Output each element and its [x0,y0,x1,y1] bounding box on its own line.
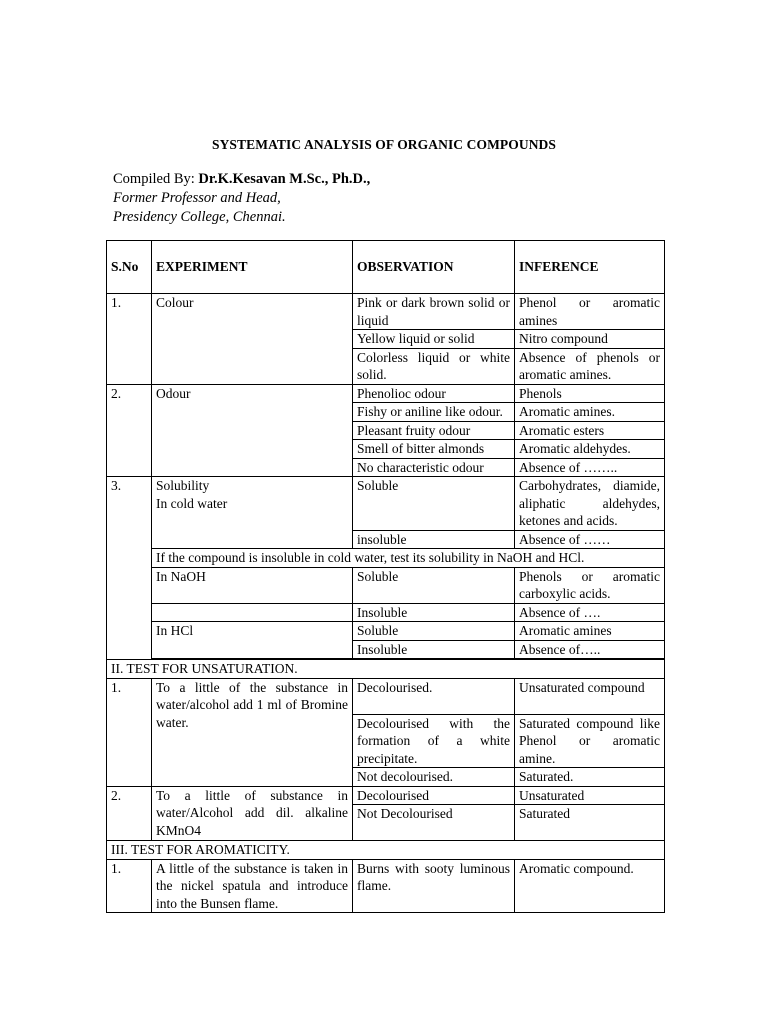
inference-cell: Aromatic esters [515,421,665,440]
sno-cell: 2. [107,786,152,841]
inference-cell: Saturated compound like Phenol or aromatic amine. [515,714,665,768]
experiment-cell: A little of the substance is taken in the nickel spatula and introduce into the Bunsen flame. [152,859,353,913]
observation-cell: Decolourised [353,786,515,805]
inference-cell: Carbohydrates, diamide, aliphatic aldehydes, ketones and acids. [515,477,665,531]
table-row [107,549,665,568]
observation-cell: Smell of bitter almonds [353,440,515,459]
experiment-cell: In HCl [152,622,353,659]
author-affiliation: Presidency College, Chennai. [113,209,286,225]
table-row [107,622,665,641]
table-row [107,678,665,714]
table-row [107,660,665,679]
observation-cell: Soluble [353,477,515,531]
table-row [107,841,665,860]
author-title: Former Professor and Head, [113,190,281,206]
inference-cell: Unsaturated compound [515,678,665,714]
sno-cell: 1. [107,678,152,786]
table-row [107,786,665,805]
observation-cell: Insoluble [353,640,515,659]
experiment-cell: Odour [152,384,353,477]
table-row [107,294,665,330]
inference-cell: Saturated [515,805,665,841]
inference-cell: Saturated. [515,768,665,787]
observation-cell: Insoluble [353,603,515,622]
inference-cell: Absence of …… [515,530,665,549]
inference-cell: Absence of …….. [515,458,665,477]
observation-cell: Burns with sooty luminous flame. [353,859,515,913]
experiment-label: Solubility [156,478,210,493]
observation-cell: insoluble [353,530,515,549]
document-title: SYSTEMATIC ANALYSIS OF ORGANIC COMPOUNDS [211,137,557,152]
inference-cell: Unsaturated [515,786,665,805]
experiment-cell: To a little of the substance in water/alcohol add 1 ml of Bromine water. [152,678,353,786]
observation-cell: Not decolourised. [353,768,515,787]
table-row [107,603,665,622]
sno-cell: 1. [107,294,152,385]
observation-cell: Colorless liquid or white solid. [353,348,515,384]
inference-cell: Phenol or aromatic amines [515,294,665,330]
inference-cell: Aromatic amines. [515,403,665,422]
experiment-cell: In NaOH [152,567,353,603]
experiment-cell: To a little of substance in water/Alcohol add dil. alkaline KMnO4 [152,786,353,841]
table-header-row [107,241,665,294]
observation-cell: Pink or dark brown solid or liquid [353,294,515,330]
observation-cell: No characteristic odour [353,458,515,477]
table-row [107,384,665,403]
header-experiment: EXPERIMENT [152,241,353,294]
inference-cell: Aromatic compound. [515,859,665,913]
observation-cell: Pleasant fruity odour [353,421,515,440]
section-heading-aromaticity: III. TEST FOR AROMATICITY. [107,841,665,860]
observation-cell: Soluble [353,567,515,603]
observation-cell: Not Decolourised [353,805,515,841]
inference-cell: Absence of….. [515,640,665,659]
experiment-cell [152,477,353,549]
table-row [107,859,665,913]
observation-cell: Decolourised with the formation of a white precipitate. [353,714,515,768]
analysis-table [106,240,665,913]
author-name: Dr.K.Kesavan M.Sc., Ph.D., [198,171,371,187]
observation-cell: Soluble [353,622,515,641]
observation-cell: Decolourised. [353,678,515,714]
table-row [107,567,665,603]
experiment-cell: Colour [152,294,353,385]
inference-cell: Phenols or aromatic carboxylic acids. [515,567,665,603]
experiment-sublabel: In cold water [156,495,228,511]
solubility-note: If the compound is insoluble in cold water, test its solubility in NaOH and HCl. [152,549,665,568]
header-observation: OBSERVATION [353,241,515,294]
inference-cell: Absence of …. [515,603,665,622]
compiled-by-block [113,170,370,227]
observation-cell: Phenolioc odour [353,384,515,403]
inference-cell: Aromatic amines [515,622,665,641]
sno-cell: 1. [107,859,152,913]
inference-cell: Aromatic aldehydes. [515,440,665,459]
sno-cell: 3. [107,477,152,660]
experiment-cell [152,603,353,622]
observation-cell: Yellow liquid or solid [353,330,515,349]
header-inference: INFERENCE [515,241,665,294]
section-heading-unsaturation: II. TEST FOR UNSATURATION. [107,660,665,679]
inference-cell: Absence of phenols or aromatic amines. [515,348,665,384]
sno-cell: 2. [107,384,152,477]
compiled-by-label: Compiled By: [113,171,195,187]
observation-cell: Fishy or aniline like odour. [353,403,515,422]
inference-cell: Phenols [515,384,665,403]
header-sno: S.No [107,241,152,294]
table-row [107,477,665,531]
inference-cell: Nitro compound [515,330,665,349]
